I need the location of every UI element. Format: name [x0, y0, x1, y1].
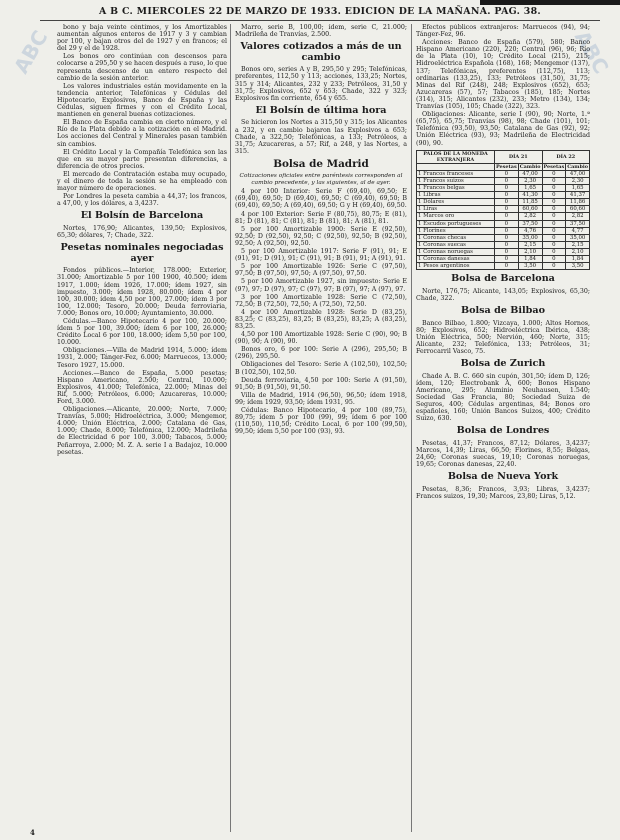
- paragraph: Nortes, 176,90; Alicantes, 139,50; Explosivos, 65,30; dólares, 7; Chade, 322.: [57, 224, 227, 240]
- table-row: [417, 170, 590, 177]
- table-body: [417, 170, 590, 269]
- table-cell: 37,50: [518, 220, 542, 227]
- paragraph: Norte, 176,75; Alicante, 143,05; Explosivos, 65,30; Chade, 322.: [416, 287, 590, 302]
- table-cell: 4,77: [566, 227, 590, 234]
- table-row: [417, 241, 590, 248]
- table-cell: 47,00: [518, 170, 542, 177]
- table-cell: 1 Coronas noruegas: [417, 248, 495, 255]
- table-cell: 2,10: [566, 248, 590, 255]
- paragraph: Por Londres la peseta cambia a 44,37; los francos, a 47,00, y los dólares, a 3,4237.: [57, 193, 227, 208]
- paragraph: Acciones: Banco de España (579), 580; Banco Hispano Americano (220), 220; Central (96), 96; Río de la Plata (10), 10; Crédito Local (215), 215; Hidroeléctrica Española (168), 168; Mengemor (137), 137; Telefónicas, preferentes (112,75), 113; ordinarias (133,25), 133; Petróleos (31,50), 31,75; Minas del Rif (248), 248; Explosivos (652), 653; Azucareras (57), 57; Tabacos (185), 185; Nortes (314), 315; Alicantes (232), 233; Metro (134), 134; Tranvías (105), 105; Chade (322), 323.: [416, 39, 590, 111]
- table-cell: 0: [495, 227, 519, 234]
- paragraph: El mercado de Contratación estaba muy ocupado, y el dinero de toda la sesión se ha empleado con mayor número de operaciones.: [57, 170, 227, 193]
- paragraph: 4 por 100 Interior: Serie F (69,40), 69,50; E (69,40), 69,50; D (69,40), 69,50; C (69,40), 69,50; B (69,40), 69,50; A (69,40), 69,50; G y H (69,40), 69,50.: [235, 188, 407, 210]
- column-1: [57, 24, 227, 824]
- table-row: [417, 177, 590, 184]
- paragraph: Chade A. B. C. 660 sin cupón, 301,50; ídem D, 126; ídem, 120; Electrobank A, 600; Bonos Hispano Americano, 295; Aluminio Neuhausen, 1.540; Sociedad Gas Francia, 80; Sociedad Suiza de Seguros, 400; Cédulas argentinas, 84; Bonos oro españoles, 160; Unión Bancos Suizos, 400; Crédito Suizo, 630.: [416, 372, 590, 423]
- table-cell: 37,50: [566, 220, 590, 227]
- table-cell: 60,60: [518, 206, 542, 213]
- column-3: [416, 24, 590, 824]
- paragraph: 5 por 100 Amortizable 1927, sin impuesto: Serie E (97), 97; D (97), 97; C (97), 97; B (97), 97; A (97), 97.: [235, 278, 407, 293]
- table-cell: 0: [495, 199, 519, 206]
- section-heading: Bolsa de Nueva York: [447, 471, 559, 483]
- table-cell: 11,86: [566, 199, 590, 206]
- table-row: [417, 248, 590, 255]
- paragraph: Bonos oro, series A y B, 295,50 y 295; Telefónicas, preferentes, 112,50 y 113; acciones, 133,25; Nortes, 315 y 314; Alicantes, 232 y 233; Petróleos, 31,50 y 31,75; Explosivos, 652 y 653; Chade, 322 y 323; Explosivos fin corriente, 654 y 655.: [235, 66, 407, 102]
- section-heading: Valores cotizados a más de un cambio: [240, 41, 402, 63]
- paragraph: Marro, serie B, 100,00; ídem, serie C, 21.000; Madrileña de Tranvías, 2.500.: [235, 24, 407, 39]
- table-row: [417, 185, 590, 192]
- paragraph: 4 por 100 Exterior: Serie F (80,75), 80,75; E (81), 81; D (81), 81; C (81), 81; B (81), 81; A (81), 81.: [235, 210, 407, 225]
- table-cell: 47,00: [566, 170, 590, 177]
- paragraph: El Crédito Local y la Compañía Telefónica son las que en su mayor parte presentan diferencias, a diferencia de otros precios.: [57, 148, 227, 170]
- top-rule: [480, 0, 620, 5]
- table-row: [417, 206, 590, 213]
- page-footer-mark: 4: [30, 828, 35, 837]
- table-header: PALOS DE LA MONEDA EXTRANJERA: [417, 150, 495, 163]
- table-cell: 1 Coronas danesas: [417, 256, 495, 263]
- table-subheader: Cambio: [567, 163, 588, 170]
- table-cell: 0: [542, 241, 566, 248]
- paragraph: Se hicieron los Nortes a 315,50 y 315; los Alicantes a 232, y en cambio bajaron las Explosivos a 653; Chade, a 322,50; Telefónicas, a 133; Petróleos, a 31,75; Azucareras, a 57; Rif, a 248, y las Nortes, a 315.: [235, 119, 407, 155]
- table-cell: 1 Marcos oro: [417, 213, 495, 220]
- table-cell: 0: [495, 185, 519, 192]
- paragraph: bono y baja veinte céntimos, y los Amortizables aumentan algunos enteros de 1917 y 3 y cambian por 100, y bajan otros del de 1927 y en francos; el del 29 y el de 1928.: [57, 24, 227, 53]
- table-cell: 0: [495, 220, 519, 227]
- paragraph: Bonos oro, 6 por 100: Serie A (296), 295,50; B (296), 295,50.: [235, 346, 407, 361]
- watermark-left: ABC: [8, 26, 53, 78]
- table-cell: 1 Dólares: [417, 199, 495, 206]
- table-cell: 41,30: [518, 192, 542, 199]
- table-cell: 0: [542, 170, 566, 177]
- table-cell: 0: [495, 256, 519, 263]
- paragraph: Deuda ferroviaria, 4,50 por 100: Serie A (91,50), 91,50; B (91,50), 91,50.: [235, 376, 407, 391]
- table-cell: 0: [542, 248, 566, 255]
- table-cell: 0: [495, 234, 519, 241]
- table-cell: 2,15: [518, 241, 542, 248]
- table-cell: 35,00: [566, 234, 590, 241]
- table-header: DÍA 22: [542, 150, 590, 163]
- paragraph: Obligaciones.—Alicante, 20.000; Norte, 7.000; Tranvías, 5.000; Hidroeléctrica, 3.000; Mengemor, 4.000; Unión Eléctrica, 2.000; Catalana de Gas, 1.000; Chade, 8.000; Telefónica, 12.000; Madrileña de Electricidad 6 por 100, 3.000; Tabacos, 5.000; Peñarroya, 2.000; M. Z. A. serie I a Badajoz, 10.000 pesetas.: [57, 406, 227, 456]
- table-cell: 0: [495, 248, 519, 255]
- paragraph: 4,50 por 100 Amortizable 1928: Serie C (90), 90; B (90), 90; A (90), 90.: [235, 331, 407, 346]
- table-cell: 0: [542, 220, 566, 227]
- table-cell: 2,30: [518, 177, 542, 184]
- table-cell: 2,30: [566, 177, 590, 184]
- table-row: [417, 234, 590, 241]
- table-cell: 0: [495, 177, 519, 184]
- table-cell: 1 Libras: [417, 192, 495, 199]
- table-row: [417, 192, 590, 199]
- table-cell: 1,84: [518, 256, 542, 263]
- table-cell: 1 Coronas suecas: [417, 241, 495, 248]
- paragraph: Cédulas: Banco Hipotecario, 4 por 100 (89,75), 89,75; ídem 5 por 100 (99), 99; ídem 6 por 100 (110,50), 110,50; Crédito Local, 6 por 100 (99,50), 99,50; ídem 5,50 por 100 (93), 93.: [235, 407, 407, 436]
- paragraph: Pesetas, 8,36; Francos, 3,93; Libras, 3,4237; Francos suizos, 19,30; Marcos, 23,80; Liras, 5,12.: [416, 485, 590, 500]
- table-cell: 1,84: [566, 256, 590, 263]
- table-cell: 2,82: [518, 213, 542, 220]
- paragraph: Cédulas.—Banco Hipotecario 4 por 100, 20.000; ídem 5 por 100, 39.000; ídem 6 por 100, 26.000; Crédito Local 6 por 100, 18.000; ídem 5,50 por 100, 10.000.: [57, 317, 227, 347]
- paragraph: 5 por 100 Amortizable 1926: Serie C (97,50), 97,50; B (97,50), 97,50; A (97,50), 97,50.: [235, 263, 407, 278]
- paragraph: Pesetas, 41,37; Francos, 87,12; Dólares, 3,4237; Marcos, 14,39; Liras, 66,50; Florines, 8,55; Belgas, 24,60; Coronas suecas, 19,10; Coronas noruegas, 19,65; Coronas danesas, 22,40.: [416, 439, 590, 469]
- table-cell: 0: [495, 213, 519, 220]
- table-cell: 1 Francos franceses: [417, 170, 495, 177]
- table-cell: 0: [542, 206, 566, 213]
- section-heading: Bolsa de Bilbao: [461, 304, 545, 316]
- table-cell: 0: [542, 256, 566, 263]
- table-subheader: Pesetas: [496, 163, 517, 170]
- table-cell: 1,65: [518, 185, 542, 192]
- paragraph: Obligaciones: Alicante, serie I (90), 90; Norte, 1.ª (65,75), 65,75; Tranvías (98), 98; Chade (101), 101; Telefónica (93,50), 93,50; Catalana de Gas (92), 92; Unión Eléctrica (93), 93; Madrileña de Electricidad (90), 90.: [416, 111, 590, 147]
- section-heading: Bolsa de Zurich: [460, 358, 546, 370]
- section-caption: Cotizaciones oficiales entre paréntesis corresponden al cambio precedente, y las siguientes, al de ayer.: [239, 173, 403, 186]
- section-heading: El Bolsín de última hora: [255, 104, 387, 116]
- table-cell: 0: [542, 185, 566, 192]
- paragraph: Acciones.—Banco de España, 5.000 pesetas; Hispano Americano, 2.500; Central, 10.000; Explosivos, 41.000; Telefónica, 22.000; Minas del Rif, 5.000; Petróleos, 6.000; Azucareras, 10.000; Ford, 3.000.: [57, 369, 227, 405]
- table-cell: 0: [542, 199, 566, 206]
- table-cell: 1 Liras: [417, 206, 495, 213]
- table-cell: 1 Escudos portugueses: [417, 220, 495, 227]
- table-cell: 0: [542, 234, 566, 241]
- paragraph: 3 por 100 Amortizable 1928: Serie C (72,50), 72,50; B (72,50), 72,50; A (72,50), 72,50.: [235, 293, 407, 308]
- section-heading: Bolsa de Londres: [456, 425, 550, 437]
- table-cell: 0: [495, 206, 519, 213]
- page-header: A B C. MIERCOLES 22 DE MARZO DE 1933. EDICION DE LA MAÑANA. PAG. 38.: [40, 6, 600, 21]
- table-cell: 1,65: [566, 185, 590, 192]
- table-cell: 0: [495, 170, 519, 177]
- paragraph: Obligaciones.—Villa de Madrid 1914, 5.000; ídem 1931, 2.000; Tánger-Fez, 6.000; Marruecos, 13.000; Tesoro 1927, 15.000.: [57, 347, 227, 369]
- section-heading: Pesetas nominales negociadas ayer: [60, 242, 224, 264]
- table-cell: 0: [542, 192, 566, 199]
- table-subheader-row: [417, 163, 590, 170]
- table-cell: 0: [542, 227, 566, 234]
- table-cell: 0: [495, 241, 519, 248]
- table-header: DÍA 21: [495, 150, 543, 163]
- table-cell: 1 Florines: [417, 227, 495, 234]
- table-subheader: Cambio: [519, 163, 541, 170]
- table-cell: 1 Francos belgas: [417, 185, 495, 192]
- table-cell: 11,85: [518, 199, 542, 206]
- section-heading: Bolsa de Madrid: [273, 157, 369, 170]
- table-header-row: [417, 150, 590, 163]
- paragraph: 5 por 100 Amortizable 1917: Serie F (91), 91; E (91), 91; D (91), 91; C (91), 91; B (91), 91; A (91), 91.: [235, 248, 407, 263]
- table-row: [417, 199, 590, 206]
- section-heading: El Bolsín de Barcelona: [80, 210, 204, 222]
- paragraph: 4 por 100 Amortizable 1928: Serie D (83,25), 83,25; C (83,25), 83,25; B (83,25), 83,25; A (83,25), 83,25.: [235, 308, 407, 330]
- table-cell: 1 Coronas checas: [417, 234, 495, 241]
- section-heading: Bolsa de Barcelona: [451, 273, 555, 285]
- column-2: [235, 24, 407, 824]
- table-cell: 1 Francos suizos: [417, 177, 495, 184]
- paragraph: El Banco de España cambia en cierto número, y el Río de la Plata debido a la cotización en el Madrid. Los acciones del Central y Minerales pasan también sin cambios.: [57, 119, 227, 148]
- table-cell: 2,82: [566, 213, 590, 220]
- table-cell: 35,00: [518, 234, 542, 241]
- paragraph: Obligaciones del Tesoro: Serie A (102,50), 102,50; B (102,50), 102,50.: [235, 361, 407, 376]
- table-cell: 0: [542, 213, 566, 220]
- paragraph: Villa de Madrid, 1914 (96,50), 96,50; ídem 1918, 99; ídem 1929, 93,50; ídem 1931, 95.: [235, 391, 407, 406]
- table-cell: 41,37: [566, 192, 590, 199]
- table-cell: 0: [542, 263, 566, 270]
- table-cell: 3,50: [566, 263, 590, 270]
- table-cell: 0: [542, 177, 566, 184]
- column-divider: [230, 24, 231, 832]
- table-cell: 60,60: [566, 206, 590, 213]
- paragraph: Banco Bilbao, 1.800; Vizcaya, 1.000; Altos Hornos, 80; Explosivos, 652; Hidroeléctrica Ibérica, 438; Unión Eléctrica, 500; Nervión, 460; Norte, 315; Alicante, 232; Telefónica, 133; Petróleos, 31; Ferrocarril Vasco, 75.: [416, 319, 590, 355]
- table-row: [417, 220, 590, 227]
- table-row: [417, 263, 590, 270]
- table-row: [417, 256, 590, 263]
- table-row: [417, 213, 590, 220]
- paragraph: Los bonos oro continúan con descensos para colocarse a 295,50 y se hacen después a ruso, lo que representa descenso de un entero respecto del cambio de la sesión anterior.: [57, 53, 227, 82]
- table-cell: 1 Pesos argentinos: [417, 263, 495, 270]
- column-divider: [411, 24, 412, 832]
- table-cell: 4,76: [518, 227, 542, 234]
- table-cell: 2,10: [518, 248, 542, 255]
- table-subheader: Pesetas: [543, 163, 565, 170]
- table-cell: 0: [495, 192, 519, 199]
- currency-table: [416, 150, 590, 271]
- table-cell: 3,50: [518, 263, 542, 270]
- paragraph: Los valores industriales están movidamente en la tendencia anterior, Telefónicas y Cédulas del Hipotecario, Explosivos, Banco de España y las Cédulas, siguen firmes y con el Crédito Local, mantienen en general buenas cotizaciones.: [57, 82, 227, 119]
- table-row: [417, 227, 590, 234]
- paragraph: Efectos públicos extranjeros: Marruecos (94), 94; Tánger-Fez, 96.: [416, 24, 590, 39]
- table-cell: 2,15: [566, 241, 590, 248]
- paragraph: Fondos públicos.—Interior, 178.000; Exterior, 31.000; Amortizable 5 por 100 1900, 40.500; ídem 1917, 1.000; ídem 1926, 17.000; ídem 1927, sin impuesto, 3.000; ídem 1928, 80.000; ídem 4 por 100, 30.000; ídem 4,50 por 100, 27.000; ídem 3 por 100, 12.000; Tesoro, 20.000; Deuda ferroviaria, 7.000; Bonos oro, 10.000; Ayuntamiento, 30.000.: [57, 267, 227, 317]
- paragraph: 5 por 100 Amortizable 1900: Serie E (92,50), 92,50; D (92,50), 92,50; C (92,50), 92,50; B (92,50), 92,50; A (92,50), 92,50.: [235, 225, 407, 247]
- table-subheader: [417, 163, 495, 170]
- table-cell: 0: [495, 263, 519, 270]
- watermark-right: ABC: [569, 26, 614, 78]
